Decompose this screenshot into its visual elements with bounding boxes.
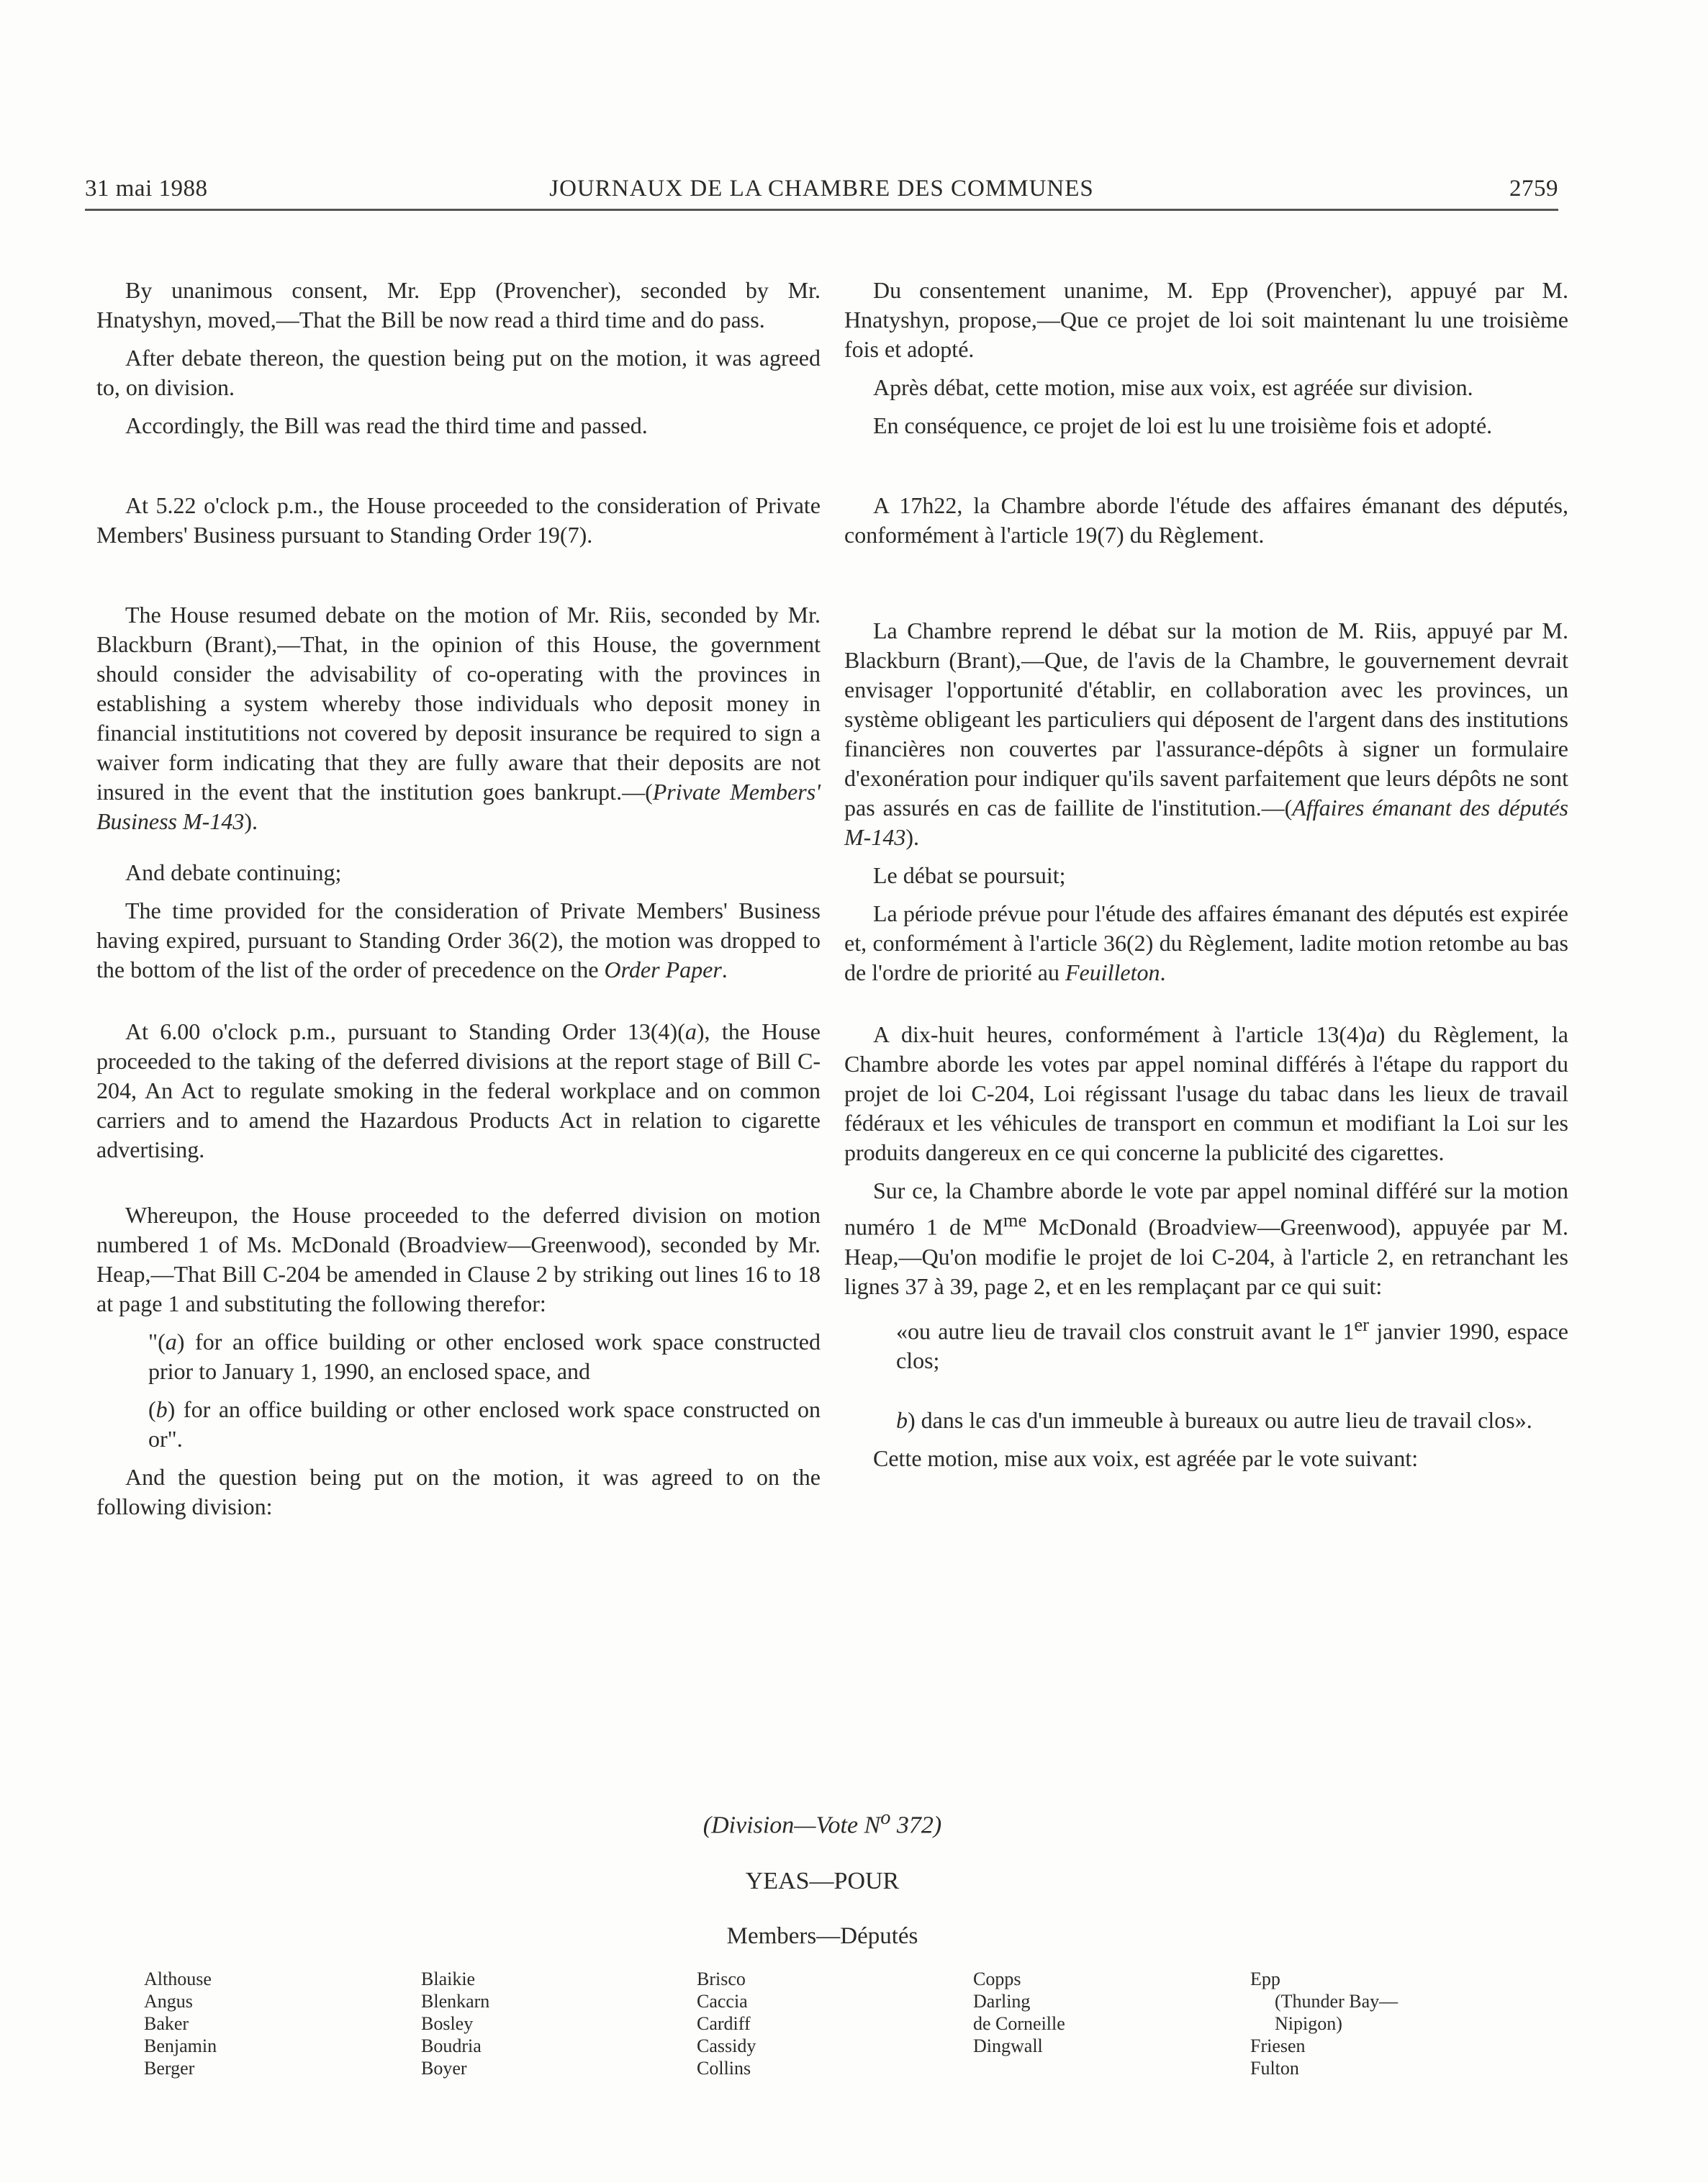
paragraph: And the question being put on the motion, it was agreed to on the following division: (96, 1464, 821, 1519)
member-name: Darling (973, 1991, 1031, 2012)
member-name: Althouse (144, 1969, 212, 1989)
paragraph: Du consentement unanime, M. Epp (Provencher), appuyé par M. Hnatyshyn, propose,—Que ce projet de loi soit maintenant lu une troisième fois et adopté. (844, 277, 1568, 362)
member-name: Caccia (697, 1991, 748, 2012)
paragraph: Sur ce, la Chambre aborde le vote par appel nominal différé sur la motion numéro 1 de $M^{me}$ McDonald (Broadview—Greenwood), appuyée par M. Heap,—Qu'on modifie le projet de loi C-204, à l'article 2, en retranchant les lignes 37 à 39, page 2, et en les remplaçant par ce qui suit: (844, 1178, 1569, 1299)
member-name: Boyer (421, 2058, 467, 2079)
header-date: 31 mai 1988 (85, 176, 208, 202)
member-name: Dingwall (973, 2035, 1043, 2056)
paragraph: La Chambre reprend le débat sur la motion de M. Riis, appuyé par M. Blackburn (Brant),—Que, de l'avis de la Chambre, le gouvernement devrait envisager l'opportunité d'établir, en collaboration avec les provinces, un système obligeant les particuliers qui déposent de l'argent dans des institutions financières non couvertes par l'assurance-dépôts à signer un formulaire d'exonération pour indiquer qu'ils savent parfaitement que leurs dépôts ne sont pas assurés en cas de faillite de l'institution.—(Affaires émanant des députés M-143). (844, 618, 1569, 850)
members-list-column-3 (697, 1968, 756, 2079)
member-name: Brisco (697, 1969, 746, 1989)
member-name: Cardiff (697, 2013, 751, 2034)
quoted-amendment: (b) for an office building or other enclosed work space constructed on or". (148, 1396, 821, 1452)
member-name: Blenkarn (421, 1991, 490, 2012)
members-list-column-2 (421, 1968, 489, 2079)
quoted-amendment: «ou autre lieu de travail clos construit avant le 1er janvier 1990, espace clos; (896, 1313, 1568, 1374)
member-riding: Nipigon) (1275, 2013, 1342, 2034)
paragraph: Accordingly, the Bill was read the third time and passed. (125, 412, 648, 438)
member-name: Fulton (1250, 2058, 1299, 2079)
paragraph: A 17h22, la Chambre aborde l'étude des affaires émanant des députés, conformément à l'article 19(7) du Règlement. (844, 492, 1568, 548)
member-name: Benjamin (144, 2035, 217, 2056)
member-name: Epp (1250, 1969, 1280, 1989)
division-heading: (Division—Vote $N^o$ 372) (702, 1807, 942, 1839)
member-name: Collins (697, 2058, 751, 2079)
paragraph: At 6.00 o'clock p.m., pursuant to Standing Order 13(4)(a), the House proceeded to the taking of the deferred divisions at the report stage of Bill C-204, An Act to regulate smoking in the federal workplace and on common carriers and to amend the Hazardous Products Act in relation to cigarette advertising. (96, 1018, 821, 1162)
member-name: Cassidy (697, 2035, 756, 2056)
paragraph: The time provided for the consideration of Private Members' Business having expired, pursuant to Standing Order 36(2), the motion was dropped to the bottom of the list of the order of precedence on the Order Paper. (96, 898, 821, 982)
member-name: Bosley (421, 2013, 474, 2034)
paragraph: Whereupon, the House proceeded to the deferred division on motion numbered 1 of Ms. McDonald (Broadview—Greenwood), seconded by Mr. Heap,—That Bill C-204 be amended in Clause 2 by striking out lines 16 to 18 at page 1 and substituting the following therefor: (96, 1202, 821, 1316)
page-header (85, 176, 1558, 211)
paragraph: Cette motion, mise aux voix, est agréée par le vote suivant: (873, 1445, 1419, 1472)
quoted-amendment: b) dans le cas d'un immeuble à bureaux ou autre lieu de travail clos». (896, 1407, 1532, 1434)
member-name: Boudria (421, 2035, 482, 2056)
paragraph: La période prévue pour l'étude des affaires émanant des députés est expirée et, conformément à l'article 36(2) du Règlement, ladite motion retombe au bas de l'ordre de priorité au Feuilleton. (844, 900, 1568, 985)
members-list-column-4 (973, 1968, 1065, 2057)
english-column (96, 276, 821, 1530)
members-list-column-5 (1250, 1968, 1398, 2079)
member-name: Blaikie (421, 1969, 476, 1989)
paragraph: Après débat, cette motion, mise aux voix, est agréée sur division. (873, 374, 1473, 400)
members-heading: Members—Députés (726, 1923, 918, 1949)
yeas-heading: YEAS—POUR (745, 1868, 900, 1894)
paragraph: By unanimous consent, Mr. Epp (Provencher), seconded by Mr. Hnatyshyn, moved,—That the Bill be now read a third time and do pass. (96, 277, 821, 333)
member-name: Angus (144, 1991, 193, 2012)
member-name: de Corneille (973, 2013, 1065, 2034)
member-name: Berger (144, 2058, 195, 2079)
header-title: JOURNAUX DE LA CHAMBRE DES COMMUNES (549, 176, 1094, 202)
member-name: Copps (973, 1969, 1021, 1989)
member-name: Friesen (1250, 2035, 1306, 2056)
member-name: Baker (144, 2013, 189, 2034)
paragraph: En conséquence, ce projet de loi est lu une troisième fois et adopté. (873, 412, 1493, 438)
paragraph: Le débat se poursuit; (873, 862, 1066, 888)
paragraph: At 5.22 o'clock p.m., the House proceeded to the consideration of Private Members' Business pursuant to Standing Order 19(7). (96, 492, 821, 548)
members-list-column-1 (144, 1968, 217, 2079)
paragraph: The House resumed debate on the motion of Mr. Riis, seconded by Mr. Blackburn (Brant),—That, in the opinion of this House, the government should consider the advisability of co-operating with the provinces in establishing a system whereby those individuals who deposit money in financial institutitions not covered by deposit insurance be required to sign a waiver form indicating that they are fully aware that their deposits are not insured in the event that the institution goes bankrupt.—(Private Members' Business M-143). (96, 602, 821, 834)
quoted-amendment: "(a) for an office building or other enclosed work space constructed prior to January 1, 1990, an enclosed space, and (148, 1329, 821, 1384)
paragraph: A dix-huit heures, conformément à l'article 13(4)a) du Règlement, la Chambre aborde les votes par appel nominal différés à l'étape du rapport du projet de loi C-204, Loi régissant l'usage du tabac dans les lieux de travail fédéraux et les véhicules de transport en commun et modifiant la Loi sur les produits dangereux en ce qui concerne la publicité des cigarettes. (844, 1021, 1569, 1165)
paragraph: After debate thereon, the question being put on the motion, it was agreed to, on division. (96, 345, 821, 400)
french-column (844, 276, 1568, 1482)
paragraph: And debate continuing; (125, 859, 342, 885)
page-number: 2759 (1509, 176, 1558, 202)
member-riding: (Thunder Bay— (1275, 1991, 1399, 2012)
